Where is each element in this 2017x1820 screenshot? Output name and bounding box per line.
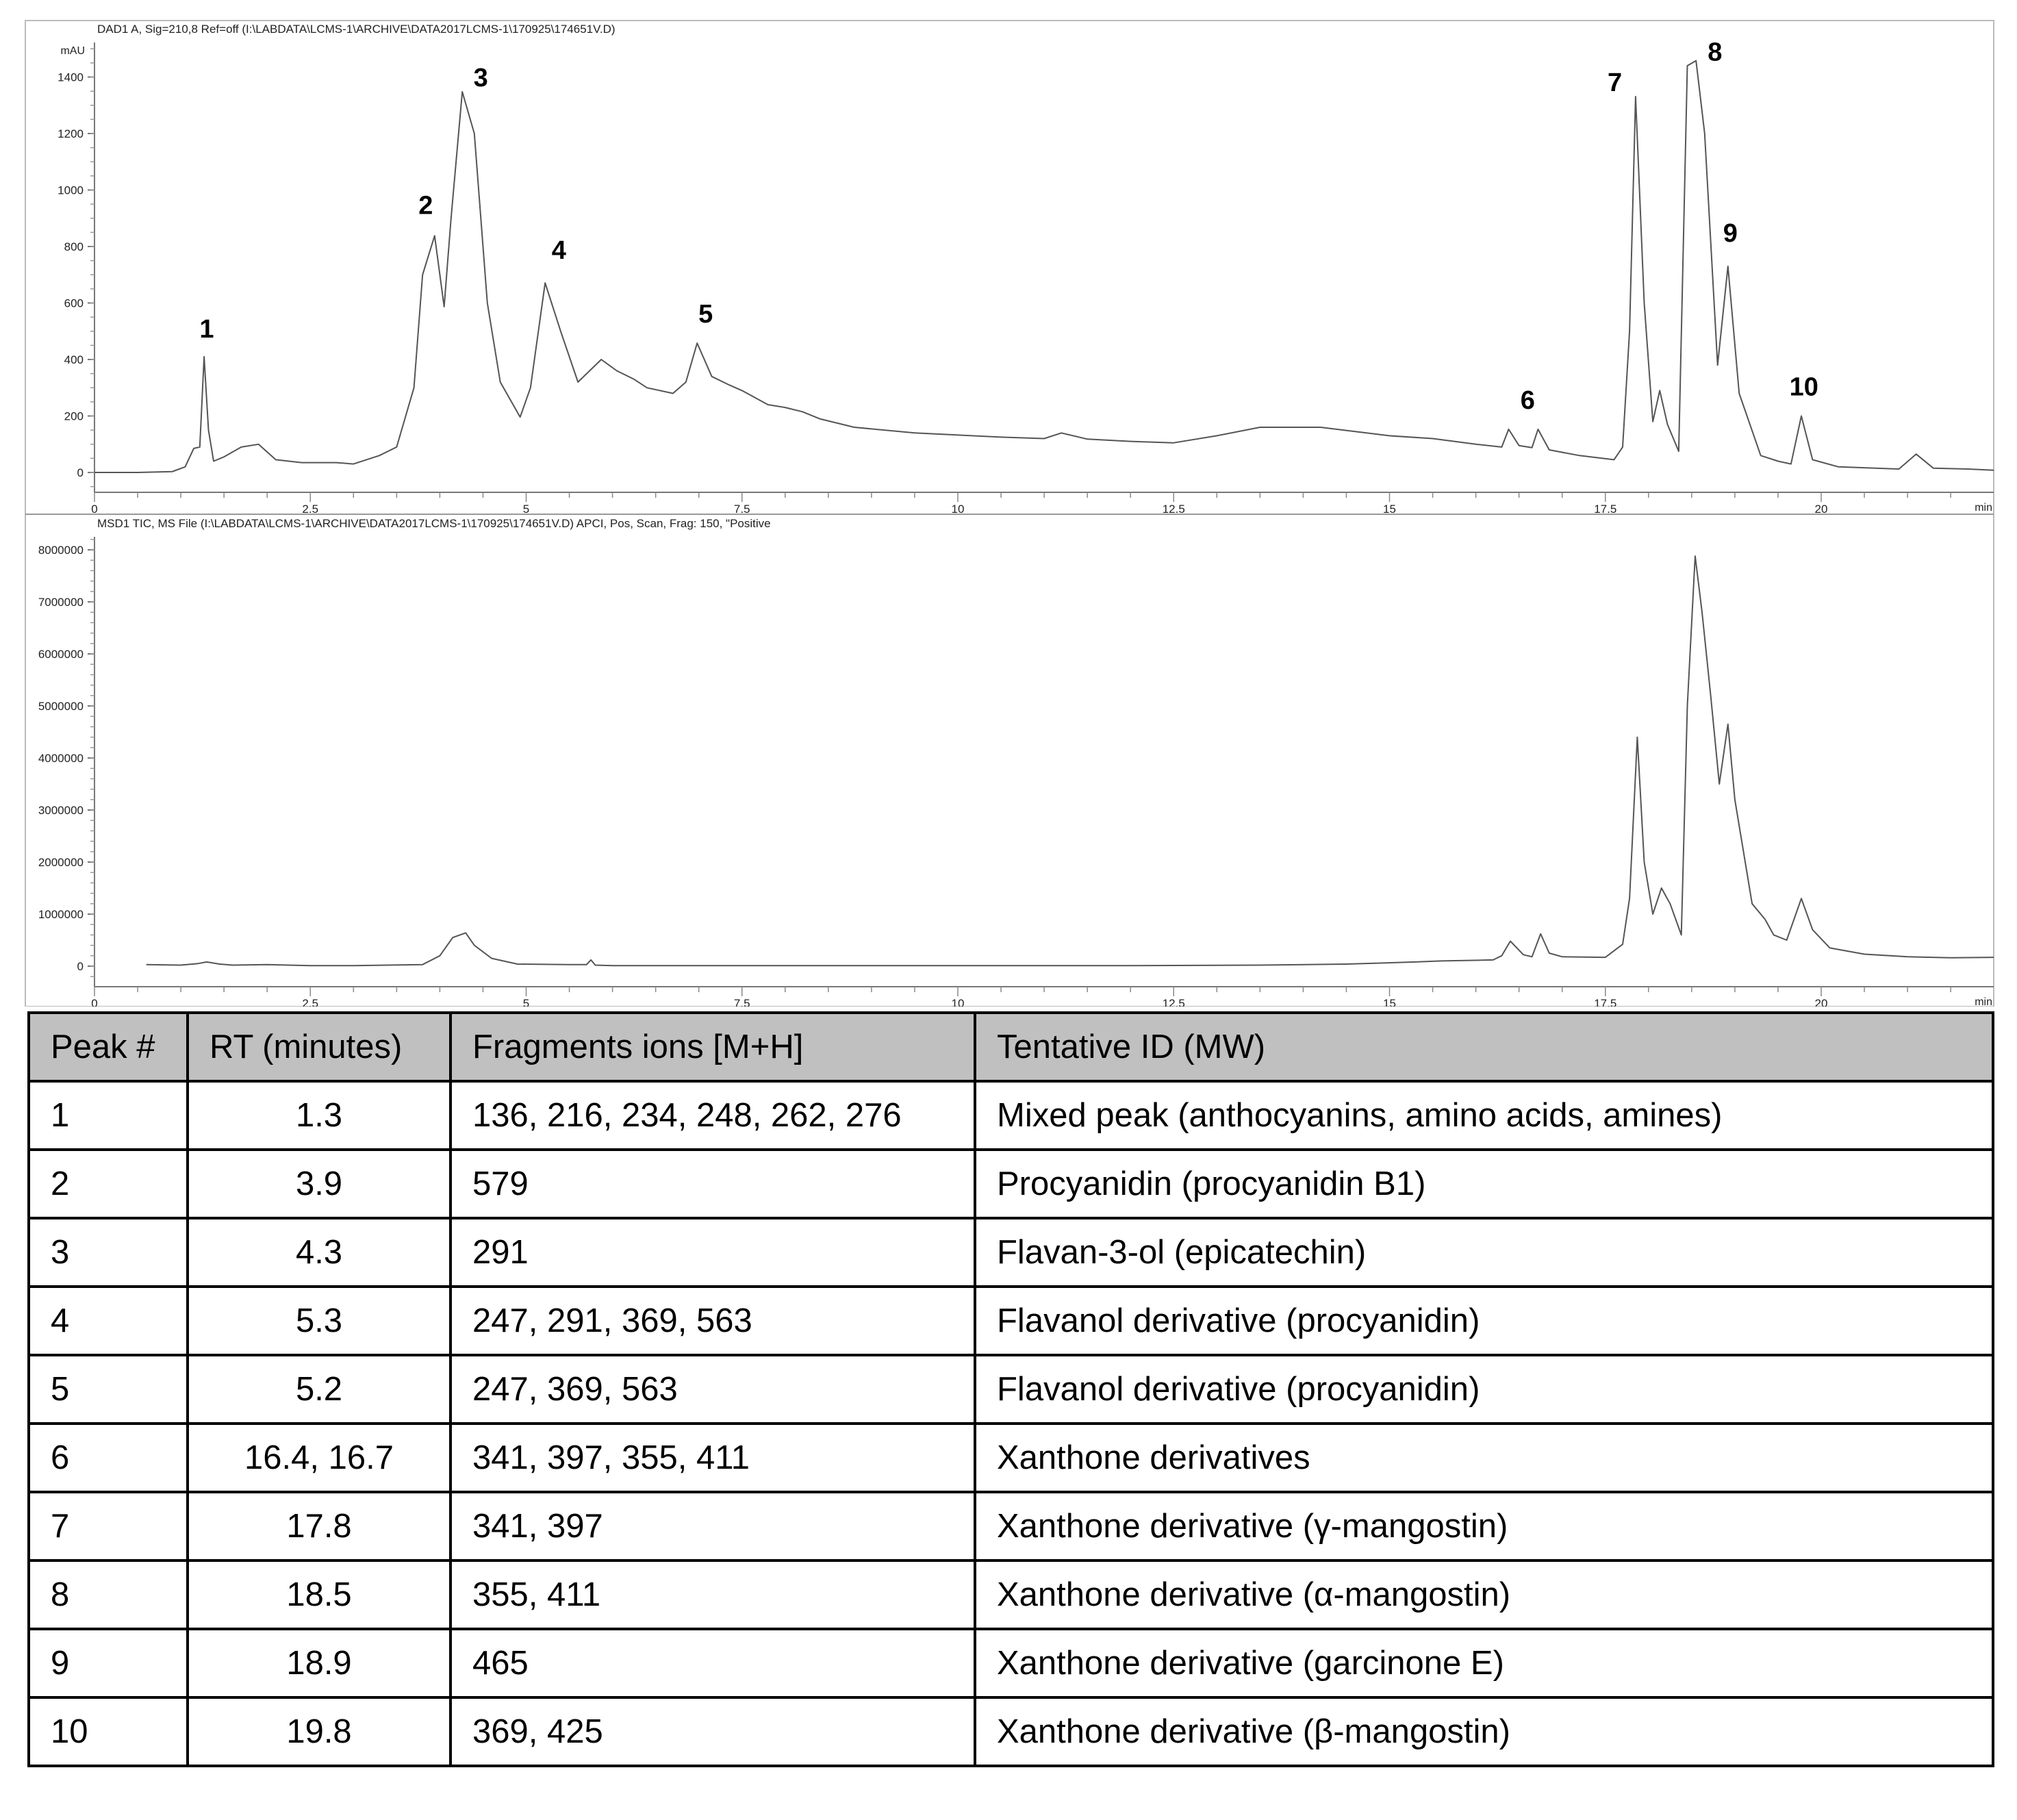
header-tentative-id: Tentative ID (MW) — [975, 1013, 1993, 1081]
peak-label-10: 10 — [1789, 372, 1818, 402]
peak-label-4: 4 — [551, 236, 566, 266]
ms-title: MSD1 TIC, MS File (I:\LABDATA\LCMS-1\ARCHIVE\DATA2017LCMS-1\170925\174651V.D) APCI, Pos, Scan, Frag: 150, "Positive — [97, 517, 771, 530]
cell-ions: 341, 397 — [451, 1492, 975, 1560]
peak-label-2: 2 — [418, 191, 433, 220]
cell-ions: 247, 369, 563 — [451, 1355, 975, 1424]
cell-peak: 6 — [29, 1424, 188, 1492]
table-row — [29, 1492, 1993, 1560]
x-tick-label: 20 — [1814, 503, 1828, 516]
cell-rt: 17.8 — [188, 1492, 451, 1560]
table-row — [29, 1287, 1993, 1355]
peak-label-6: 6 — [1520, 386, 1535, 415]
cell-peak: 3 — [29, 1218, 188, 1287]
x-tick-label: 17.5 — [1594, 503, 1617, 516]
cell-ions: 341, 397, 355, 411 — [451, 1424, 975, 1492]
cell-rt: 5.2 — [188, 1355, 451, 1424]
peak-label-1: 1 — [199, 314, 214, 344]
cell-rt: 5.3 — [188, 1287, 451, 1355]
table-header-row — [29, 1013, 1993, 1081]
y-tick-label: 0 — [77, 960, 84, 973]
dad-title: DAD1 A, Sig=210,8 Ref=off (I:\LABDATA\LCMS-1\ARCHIVE\DATA2017LCMS-1\170925\174651V.D) — [97, 23, 616, 36]
header-peak-number: Peak # — [29, 1013, 188, 1081]
y-tick-label: 1400 — [58, 71, 84, 84]
cell-peak: 5 — [29, 1355, 188, 1424]
x-tick-label: 10 — [951, 503, 965, 516]
cell-rt: 16.4, 16.7 — [188, 1424, 451, 1492]
x-tick-label: 7.5 — [733, 997, 750, 1007]
dad-x-axis — [91, 492, 1994, 516]
cell-rt: 19.8 — [188, 1697, 451, 1766]
cell-id: Flavanol derivative (procyanidin) — [975, 1287, 1993, 1355]
y-tick-label: 200 — [64, 409, 84, 423]
x-tick-label: 2.5 — [302, 503, 319, 516]
cell-id: Xanthone derivative (α-mangostin) — [975, 1560, 1993, 1629]
x-tick-label: 17.5 — [1594, 997, 1617, 1007]
y-tick-label: 8000000 — [38, 544, 84, 557]
cell-rt: 3.9 — [188, 1150, 451, 1218]
y-tick-label: 5000000 — [38, 700, 84, 713]
cell-id: Xanthone derivative (β-mangostin) — [975, 1697, 1993, 1766]
cell-ions: 355, 411 — [451, 1560, 975, 1629]
cell-peak: 7 — [29, 1492, 188, 1560]
ms-trace-line — [147, 556, 1994, 965]
cell-peak: 4 — [29, 1287, 188, 1355]
x-tick-label: 0 — [91, 997, 98, 1007]
table-row — [29, 1218, 1993, 1287]
x-tick-label: 10 — [951, 997, 965, 1007]
cell-peak: 2 — [29, 1150, 188, 1218]
x-tick-label: 5 — [522, 503, 530, 516]
dad-x-unit-label: min — [1975, 502, 1992, 514]
y-tick-label: 6000000 — [38, 648, 84, 661]
cell-rt: 1.3 — [188, 1081, 451, 1150]
y-tick-label: 4000000 — [38, 752, 84, 765]
ms-x-unit-label: min — [1975, 996, 1992, 1007]
table-row — [29, 1629, 1993, 1697]
peak-label-3: 3 — [473, 63, 488, 92]
y-tick-label: 0 — [77, 466, 84, 479]
peak-labels — [199, 38, 1818, 415]
x-tick-label: 20 — [1814, 997, 1828, 1007]
cell-rt: 4.3 — [188, 1218, 451, 1287]
cell-ions: 579 — [451, 1150, 975, 1218]
y-tick-label: 400 — [64, 353, 84, 366]
cell-id: Flavan-3-ol (epicatechin) — [975, 1218, 1993, 1287]
cell-rt: 18.5 — [188, 1560, 451, 1629]
header-retention-time: RT (minutes) — [188, 1013, 451, 1081]
cell-peak: 10 — [29, 1697, 188, 1766]
cell-ions: 136, 216, 234, 248, 262, 276 — [451, 1081, 975, 1150]
peak-label-7: 7 — [1608, 68, 1623, 97]
table-row — [29, 1697, 1993, 1766]
dad-chromatogram-panel — [58, 23, 1994, 516]
table-row — [29, 1355, 1993, 1424]
cell-ions: 369, 425 — [451, 1697, 975, 1766]
y-tick-label: 3000000 — [38, 804, 84, 817]
table-row — [29, 1560, 1993, 1629]
dad-trace-line — [94, 61, 1994, 472]
cell-id: Flavanol derivative (procyanidin) — [975, 1355, 1993, 1424]
cell-rt: 18.9 — [188, 1629, 451, 1697]
peak-label-8: 8 — [1708, 38, 1723, 67]
table-row — [29, 1424, 1993, 1492]
y-tick-label: 600 — [64, 296, 84, 310]
cell-id: Xanthone derivative (garcinone E) — [975, 1629, 1993, 1697]
header-fragment-ions: Fragments ions [M+H] — [451, 1013, 975, 1081]
y-tick-label: 1000 — [58, 184, 84, 197]
y-tick-label: 800 — [64, 240, 84, 253]
cell-peak: 8 — [29, 1560, 188, 1629]
peak-label-9: 9 — [1723, 218, 1738, 248]
cell-ions: 291 — [451, 1218, 975, 1287]
y-tick-label: 2000000 — [38, 856, 84, 869]
y-tick-label: 7000000 — [38, 596, 84, 609]
peak-label-5: 5 — [698, 300, 713, 329]
x-tick-label: 12.5 — [1162, 997, 1185, 1007]
x-tick-label: 12.5 — [1162, 503, 1185, 516]
x-tick-label: 0 — [91, 503, 98, 516]
cell-peak: 9 — [29, 1629, 188, 1697]
cell-id: Procyanidin (procyanidin B1) — [975, 1150, 1993, 1218]
table-row — [29, 1150, 1993, 1218]
cell-ions: 465 — [451, 1629, 975, 1697]
cell-id: Mixed peak (anthocyanins, amino acids, amines) — [975, 1081, 1993, 1150]
ms-x-axis — [91, 987, 1994, 1007]
y-tick-label: 1200 — [58, 127, 84, 140]
x-tick-label: 5 — [522, 997, 530, 1007]
cell-id: Xanthone derivative (γ-mangostin) — [975, 1492, 1993, 1560]
dad-y-unit-label: mAU — [60, 45, 85, 57]
cell-peak: 1 — [29, 1081, 188, 1150]
x-tick-label: 15 — [1383, 997, 1396, 1007]
table-row — [29, 1081, 1993, 1150]
peak-identification-table — [27, 1011, 1994, 1767]
x-tick-label: 15 — [1383, 503, 1396, 516]
cell-ions: 247, 291, 369, 563 — [451, 1287, 975, 1355]
x-tick-label: 7.5 — [733, 503, 750, 516]
y-tick-label: 1000000 — [38, 908, 84, 921]
cell-id: Xanthone derivatives — [975, 1424, 1993, 1492]
ms-y-axis — [38, 537, 94, 987]
dad-y-axis — [58, 42, 94, 492]
x-tick-label: 2.5 — [302, 997, 319, 1007]
ms-tic-panel — [38, 517, 1994, 1007]
